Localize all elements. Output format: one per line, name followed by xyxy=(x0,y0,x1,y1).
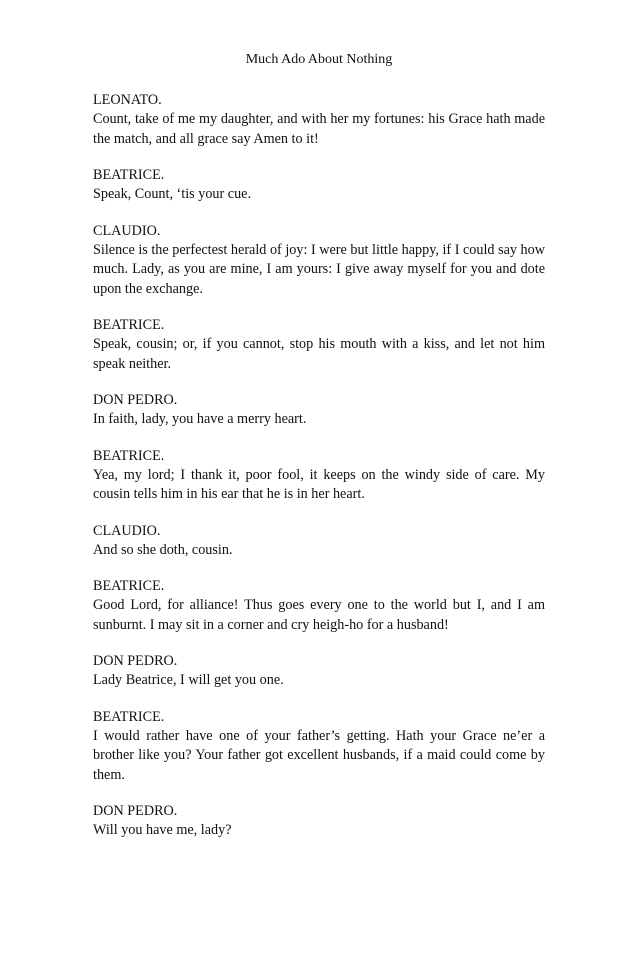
speech-text: Good Lord, for alliance! Thus goes every one to the world but I, and I am sunburnt. I may sit in a corner and cry heigh-ho for a husband! xyxy=(93,597,545,633)
speech-text: I would rather have one of your father’s getting. Hath your Grace ne’er a brother like you? Your father got excellent husbands, if a maid could come by them. xyxy=(93,727,545,783)
speaker-name: CLAUDIO. xyxy=(93,522,161,539)
speaker-name: BEATRICE. xyxy=(93,167,165,183)
speaker-name: DON PEDRO. xyxy=(93,653,178,669)
speaker-name: DON PEDRO. xyxy=(93,803,178,819)
speech-text: Speak, Count, ‘tis your cue. xyxy=(93,186,252,202)
speech-text: And so she doth, cousin. xyxy=(93,541,233,558)
speech-text: Silence is the perfectest herald of joy: I were but little happy, if I could say how much. Lady, as you are mine, I am yours: I give away myself for you and dote upon the exchange. xyxy=(93,241,545,297)
document-page xyxy=(93,50,545,857)
speech-text: Will you have me, lady? xyxy=(93,822,232,838)
running-header-title: Much Ado About Nothing xyxy=(245,52,393,67)
speaker-name: BEATRICE. xyxy=(93,708,165,725)
speech-block xyxy=(93,221,545,300)
speaker-name: DON PEDRO. xyxy=(93,392,178,408)
speech-text: Yea, my lord; I thank it, poor fool, it keeps on the windy side of care. My cousin tells him in his ear that he is in her heart. xyxy=(93,466,545,502)
speech-block xyxy=(93,315,545,374)
speech-text: Speak, cousin; or, if you cannot, stop his mouth with a kiss, and let not him speak neither. xyxy=(93,336,545,372)
speaker-name: CLAUDIO. xyxy=(93,222,161,239)
speech-text: Lady Beatrice, I will get you one. xyxy=(93,672,284,688)
speaker-name: LEONATO. xyxy=(93,92,162,108)
speech-block xyxy=(93,165,545,205)
speech-block xyxy=(93,446,545,505)
speech-block xyxy=(93,576,545,635)
speech-block xyxy=(93,651,545,691)
speaker-name: BEATRICE. xyxy=(93,447,165,464)
speech-text: Count, take of me my daughter, and with her my fortunes: his Grace hath made the match, and all grace say Amen to it! xyxy=(93,111,545,147)
speech-block xyxy=(93,801,545,841)
speaker-name: BEATRICE. xyxy=(93,578,165,594)
speech-block xyxy=(93,390,545,430)
speech-block xyxy=(93,707,545,786)
speaker-name: BEATRICE. xyxy=(93,317,165,333)
speech-block xyxy=(93,521,545,561)
speech-block xyxy=(93,90,545,149)
speech-text: In faith, lady, you have a merry heart. xyxy=(93,411,307,427)
